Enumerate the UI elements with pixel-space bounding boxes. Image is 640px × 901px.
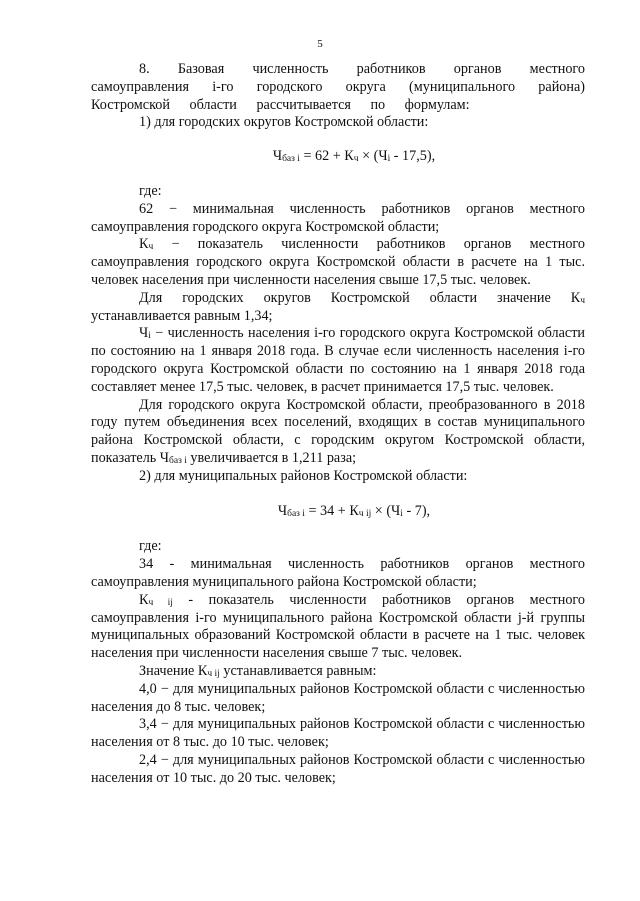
formula1-lhs: Ч [272, 148, 283, 165]
kch-text: − показатель численности работников органов местного самоуправления городского округа Костромской области в расчете на 1 тыс. человек населения при численности населения свыше 17,5 тыс. человек. [91, 236, 585, 288]
definition-34: 34 - минимальная численность работников органов местного самоуправления муниципального района Костромской области; [91, 556, 585, 590]
definition-62: 62 − минимальная численность работников органов местного самоуправления городского округа Костромской области; [91, 200, 585, 235]
definition-kchij [91, 592, 585, 663]
merged-district-note [91, 397, 585, 468]
kch-symbol-sub: ч [148, 242, 154, 253]
kch-value-sub: ч [580, 295, 585, 306]
definition-chi [91, 325, 585, 396]
kchij-value-sub: ч ij [207, 668, 220, 679]
kchij-symbol-sub: ч ij [148, 597, 173, 608]
where-label-2: где: [139, 538, 162, 555]
formula1-times: × (Ч [358, 148, 388, 165]
kchij-value-pre: Значение К [139, 662, 208, 679]
chi-text: − численность населения i-го городского округа Костромской области по состоянию на 1 января 2018 года. В случае если численность населения i-го городского округа Костромской области по состоянию на 1 января 2018 года составляет менее 17,5 тыс. человек, в расчет принимается 17,5 тыс. человек. [91, 325, 585, 395]
formula2-eq: = 34 + К [304, 502, 359, 519]
formula1-i-sub: i [387, 154, 391, 165]
formula2-lhs: Ч [277, 502, 288, 519]
formula2-k-sub: ч ij [358, 508, 372, 519]
chi-symbol-sub: i [148, 331, 151, 342]
kch-symbol: К [139, 236, 149, 253]
formula1-lhs-sub: баз i [282, 154, 300, 165]
item-2-heading: 2) для муниципальных районов Костромской области: [139, 467, 468, 484]
definition-kch [91, 236, 585, 289]
paragraph-8: 8. Базовая численность работников органов местного самоуправления i-го городского округа (муниципального района) Костромской области рассчитывается по формулам: [91, 61, 585, 113]
formula-municipal-districts [91, 503, 585, 521]
formula2-lhs-sub: баз i [287, 508, 305, 519]
kchij-value-post: устанавливается равным: [219, 662, 377, 679]
kch-value-pre: Для городских округов Костромской области значение К [139, 289, 581, 306]
kchij-text: - показатель численности работников органов местного самоуправления i-го муниципального района Костромской области j-й группы муниципальных образований Костромской области в расчете на 1 тыс. человек населения при численности населения свыше 7 тыс. человек. [91, 591, 585, 662]
item-1-heading: 1) для городских округов Костромской области: [139, 114, 429, 131]
kchij-symbol: К [139, 591, 149, 608]
kch-value [91, 290, 585, 326]
merge-post: увеличивается в 1,211 раза; [186, 449, 357, 466]
kchij-value [91, 663, 585, 681]
value-3-4: 3,4 − для муниципальных районов Костромской области с численностью населения от 8 тыс. до 10 тыс. человек; [91, 716, 585, 751]
formula-city-districts [91, 148, 585, 166]
merge-pre: Для городского округа Костромской области, преобразованного в 2018 году путем объединения всех поселений, входящих в состав муниципального района Костромской области, с городским округом Костромской области, показатель Ч [91, 396, 585, 466]
document-body [91, 61, 585, 787]
formula2-times: × (Ч [371, 502, 401, 519]
formula2-tail: - 7), [402, 502, 431, 519]
where-label-1: где: [139, 182, 162, 199]
formula2-i-sub: i [400, 508, 403, 519]
formula1-k-sub: ч [353, 154, 359, 165]
formula1-eq: = 62 + К [299, 148, 354, 165]
chi-symbol: Ч [139, 325, 149, 342]
page-number: 5 [317, 38, 323, 50]
merge-sub: баз i [169, 455, 187, 466]
formula1-tail: - 17,5), [390, 148, 436, 165]
kch-value-post: устанавливается равным 1,34; [91, 307, 273, 324]
value-4-0: 4,0 − для муниципальных районов Костромской области с численностью населения до 8 тыс. человек; [91, 680, 585, 715]
value-2-4: 2,4 − для муниципальных районов Костромской области с численностью населения от 10 тыс. до 20 тыс. человек; [91, 751, 585, 786]
